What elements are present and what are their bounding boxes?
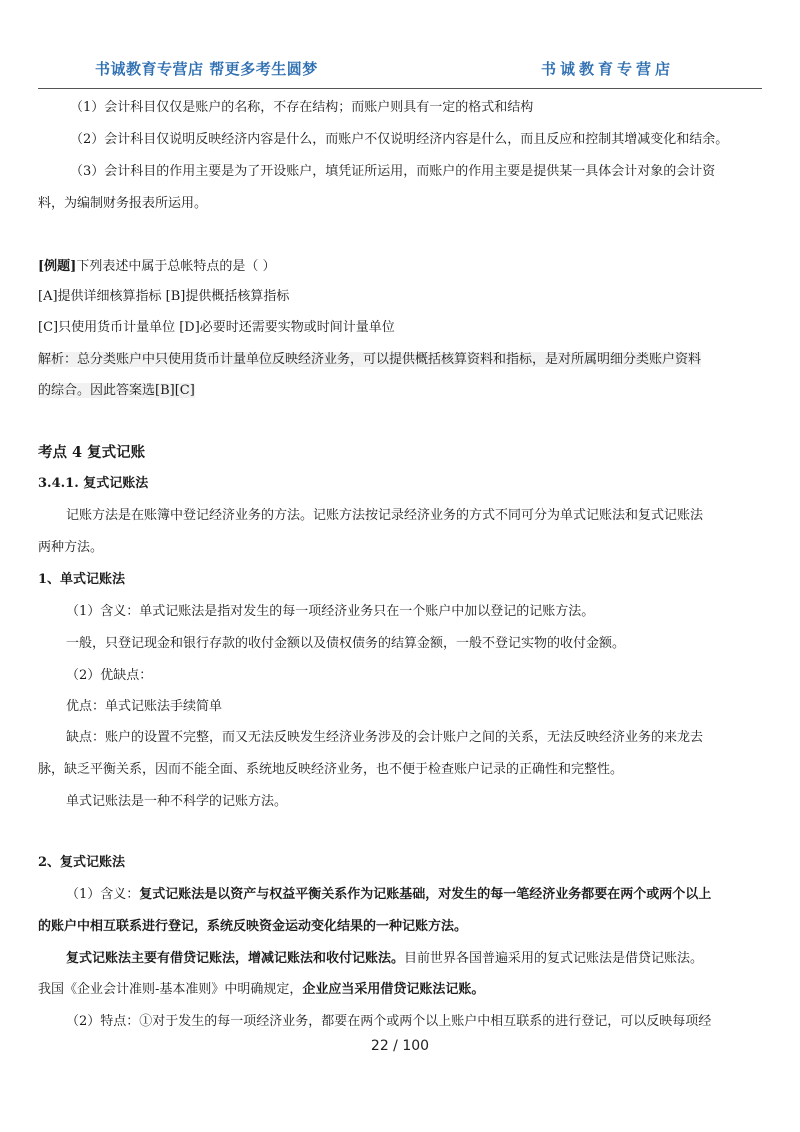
option-line: [A]提供详细核算指标 [B]提供概括核算指标 bbox=[38, 289, 290, 304]
header-right-text: 书诚教育专营店 bbox=[540, 60, 674, 78]
paragraph: 缺点：账户的设置不完整，而又无法反映发生经济业务涉及的会计账户之间的关系，无法反映经济业务的来龙去 bbox=[66, 730, 704, 745]
paragraph: 单式记账法是一种不科学的记账方法。 bbox=[66, 794, 288, 809]
paragraph: 优点：单式记账法手续简单 bbox=[66, 699, 223, 714]
paragraph: （2）优缺点： bbox=[66, 668, 153, 683]
paragraph: 脉，缺乏平衡关系，因而不能全面、系统地反映经济业务，也不便于检查账户记录的正确性和完整性。 bbox=[38, 762, 624, 777]
analysis-line: 解析：总分类账户中只使用货币计量单位反映经济业务，可以提供概括核算资料和指标，是对所属明细分类账户资料 bbox=[38, 352, 702, 367]
subsection-heading: 1、单式记账法 bbox=[38, 572, 126, 587]
example-question bbox=[38, 251, 762, 283]
paragraph: 料，为编制财务报表所运用。 bbox=[38, 196, 208, 211]
paragraph: 记账方法是在账簿中登记经济业务的方法。记账方法按记录经济业务的方式不同可分为单式记账法和复式记账法 bbox=[66, 508, 704, 523]
paragraph: （1）会计科目仅仅是账户的名称，不存在结构；而账户则具有一定的格式和结构 bbox=[70, 100, 534, 115]
subsection-heading: 2、复式记账法 bbox=[38, 855, 126, 870]
page-header bbox=[38, 54, 762, 89]
paragraph: （1）含义：单式记账法是指对发生的每一项经济业务只在一个账户中加以登记的记账方法。 bbox=[66, 604, 595, 619]
section-heading: 考点 4 复式记账 bbox=[38, 444, 146, 461]
paragraph: 一般，只登记现金和银行存款的收付金额以及债权债务的结算金额，一般不登记实物的收付金额。 bbox=[66, 636, 626, 651]
paragraph: 我国《企业会计准则-基本准则》中明确规定，企业应当采用借贷记账法记账。 bbox=[38, 982, 485, 997]
paragraph: （2）特点：①对于发生的每一项经济业务，都要在两个或两个以上账户中相互联系的进行登记，可以反映每项经 bbox=[66, 1014, 712, 1029]
analysis-line: 的综合。因此答案选[B][C] bbox=[38, 383, 195, 398]
option-line: [C]只使用货币计量单位 [D]必要时还需要实物或时间计量单位 bbox=[38, 320, 395, 335]
paragraph: 两种方法。 bbox=[38, 540, 104, 555]
header-left-text: 书诚教育专营店 帮更多考生圆梦 bbox=[95, 60, 318, 78]
subsection-heading: 3.4.1. 复式记账法 bbox=[38, 476, 149, 491]
example-tag: [例题] bbox=[38, 259, 77, 274]
page-number: 22 / 100 bbox=[370, 1038, 430, 1054]
paragraph: 复式记账法主要有借贷记账法，增减记账法和收付记账法。目前世界各国普遍采用的复式记账法是借贷记账法。 bbox=[66, 951, 704, 966]
paragraph: （1）含义：复式记账法是以资产与权益平衡关系作为记账基础，对发生的每一笔经济业务都要在两个或两个以上 bbox=[66, 887, 712, 902]
paragraph: 的账户中相互联系进行登记，系统反映资金运动变化结果的一种记账方法。 bbox=[38, 919, 468, 934]
paragraph: （2）会计科目仅说明反映经济内容是什么，而账户不仅说明经济内容是什么，而且反应和控制其增减变化和结余。 bbox=[70, 132, 729, 147]
example-question-text: 下列表述中属于总帐特点的是（ ） bbox=[76, 259, 276, 274]
paragraph: （3）会计科目的作用主要是为了开设账户，填凭证所运用，而账户的作用主要是提供某一具体会计对象的会计资 bbox=[70, 164, 716, 179]
